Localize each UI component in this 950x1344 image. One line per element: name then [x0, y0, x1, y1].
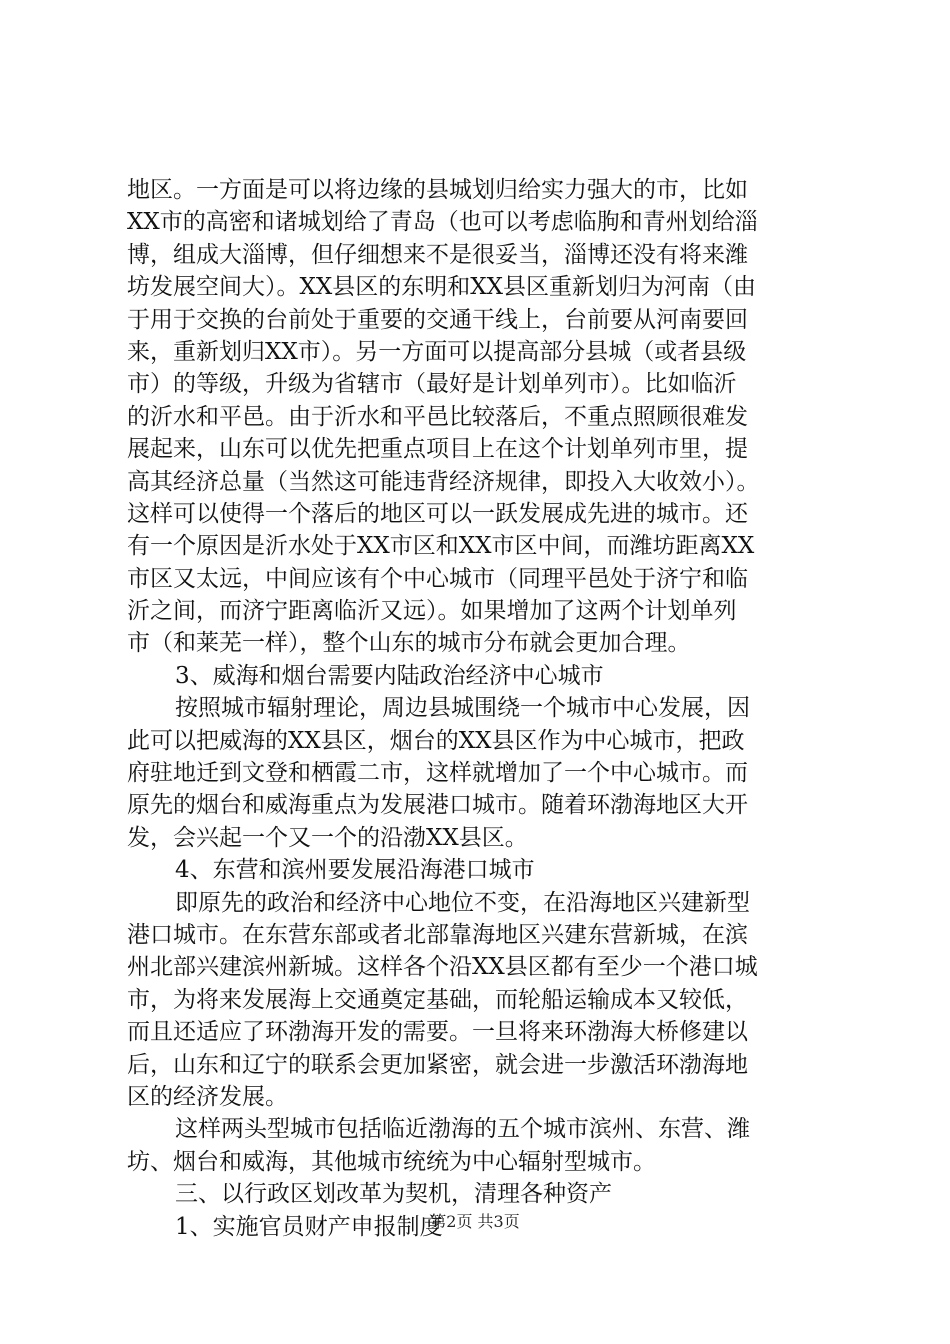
text-line: 于用于交换的台前处于重要的交通干线上，台前要从河南要回 — [127, 306, 748, 333]
text-line: 的沂水和平邑。由于沂水和平邑比较落后，不重点照顾很难发 — [127, 403, 748, 430]
text-line: 发，会兴起一个又一个的沿渤XX县区。 — [127, 824, 528, 851]
text-line: 原先的烟台和威海重点为发展港口城市。随着环渤海地区大开 — [127, 792, 748, 819]
text-line: 坊、烟台和威海，其他城市统统为中心辐射型城市。 — [127, 1148, 656, 1175]
text-line: 后，山东和辽宁的联系会更加紧密，就会进一步激活环渤海地 — [127, 1051, 748, 1078]
text-line: 4、东营和滨州要发展沿海港口城市 — [175, 857, 535, 884]
text-line: 1、实施官员财产申报制度 — [175, 1213, 443, 1240]
text-line: 3、威海和烟台需要内陆政治经济中心城市 — [175, 662, 604, 689]
text-line: 地区。一方面是可以将边缘的县城划归给实力强大的市，比如 — [127, 177, 748, 203]
text-line: 来，重新划归XX市）。另一方面可以提高部分县城（或者县级 — [127, 338, 747, 365]
text-line: 坊发展空间大）。XX县区的东明和XX县区重新划归为河南（由 — [127, 274, 756, 301]
text-line: 港口城市。在东营东部或者北部靠海地区兴建东营新城，在滨 — [127, 921, 748, 948]
document-body — [127, 174, 827, 1243]
text-line: 博，组成大淄博，但仔细想来不是很妥当，淄博还没有将来潍 — [127, 241, 748, 268]
page-footer: 第2页 共3页 — [430, 1212, 520, 1231]
text-line: 这样两头型城市包括临近渤海的五个城市滨州、东营、潍 — [175, 1116, 750, 1143]
text-line: 区的经济发展。 — [127, 1083, 288, 1110]
text-line: 市）的等级，升级为省辖市（最好是计划单列市）。比如临沂 — [127, 371, 737, 398]
text-line: 州北部兴建滨州新城。这样各个沿XX县区都有至少一个港口城 — [127, 954, 758, 981]
text-line: 这样可以使得一个落后的地区可以一跃发展成先进的城市。还 — [127, 500, 748, 527]
text-line: 即原先的政治和经济中心地位不变，在沿海地区兴建新型 — [175, 889, 750, 916]
text-line: 府驻地迁到文登和栖霞二市，这样就增加了一个中心城市。而 — [127, 760, 748, 787]
text-line: 三、以行政区划改革为契机，清理各种资产 — [175, 1181, 612, 1208]
text-line: 展起来，山东可以优先把重点项目上在这个计划单列市里，提 — [127, 436, 748, 463]
text-line: 而且还适应了环渤海开发的需要。一旦将来环渤海大桥修建以 — [127, 1019, 748, 1046]
text-line: 按照城市辐射理论，周边县城围绕一个城市中心发展，因 — [175, 695, 750, 722]
text-line: 高其经济总量（当然这可能违背经济规律，即投入大收效小）。 — [127, 468, 760, 495]
text-line: 沂之间，而济宁距离临沂又远）。如果增加了这两个计划单列 — [127, 598, 737, 625]
text-line: 此可以把威海的XX县区，烟台的XX县区作为中心城市，把政 — [127, 727, 745, 754]
text-line: 市区又太远，中间应该有个中心城市（同理平邑处于济宁和临 — [127, 565, 748, 592]
text-line: 市（和莱芜一样），整个山东的城市分布就会更加合理。 — [127, 630, 691, 657]
text-line: XX市的高密和诸城划给了青岛（也可以考虑临朐和青州划给淄 — [127, 209, 758, 236]
text-line: 有一个原因是沂水处于XX市区和XX市区中间，而潍坊距离XX — [127, 533, 755, 560]
text-line: 市，为将来发展海上交通奠定基础，而轮船运输成本又较低， — [127, 986, 748, 1013]
